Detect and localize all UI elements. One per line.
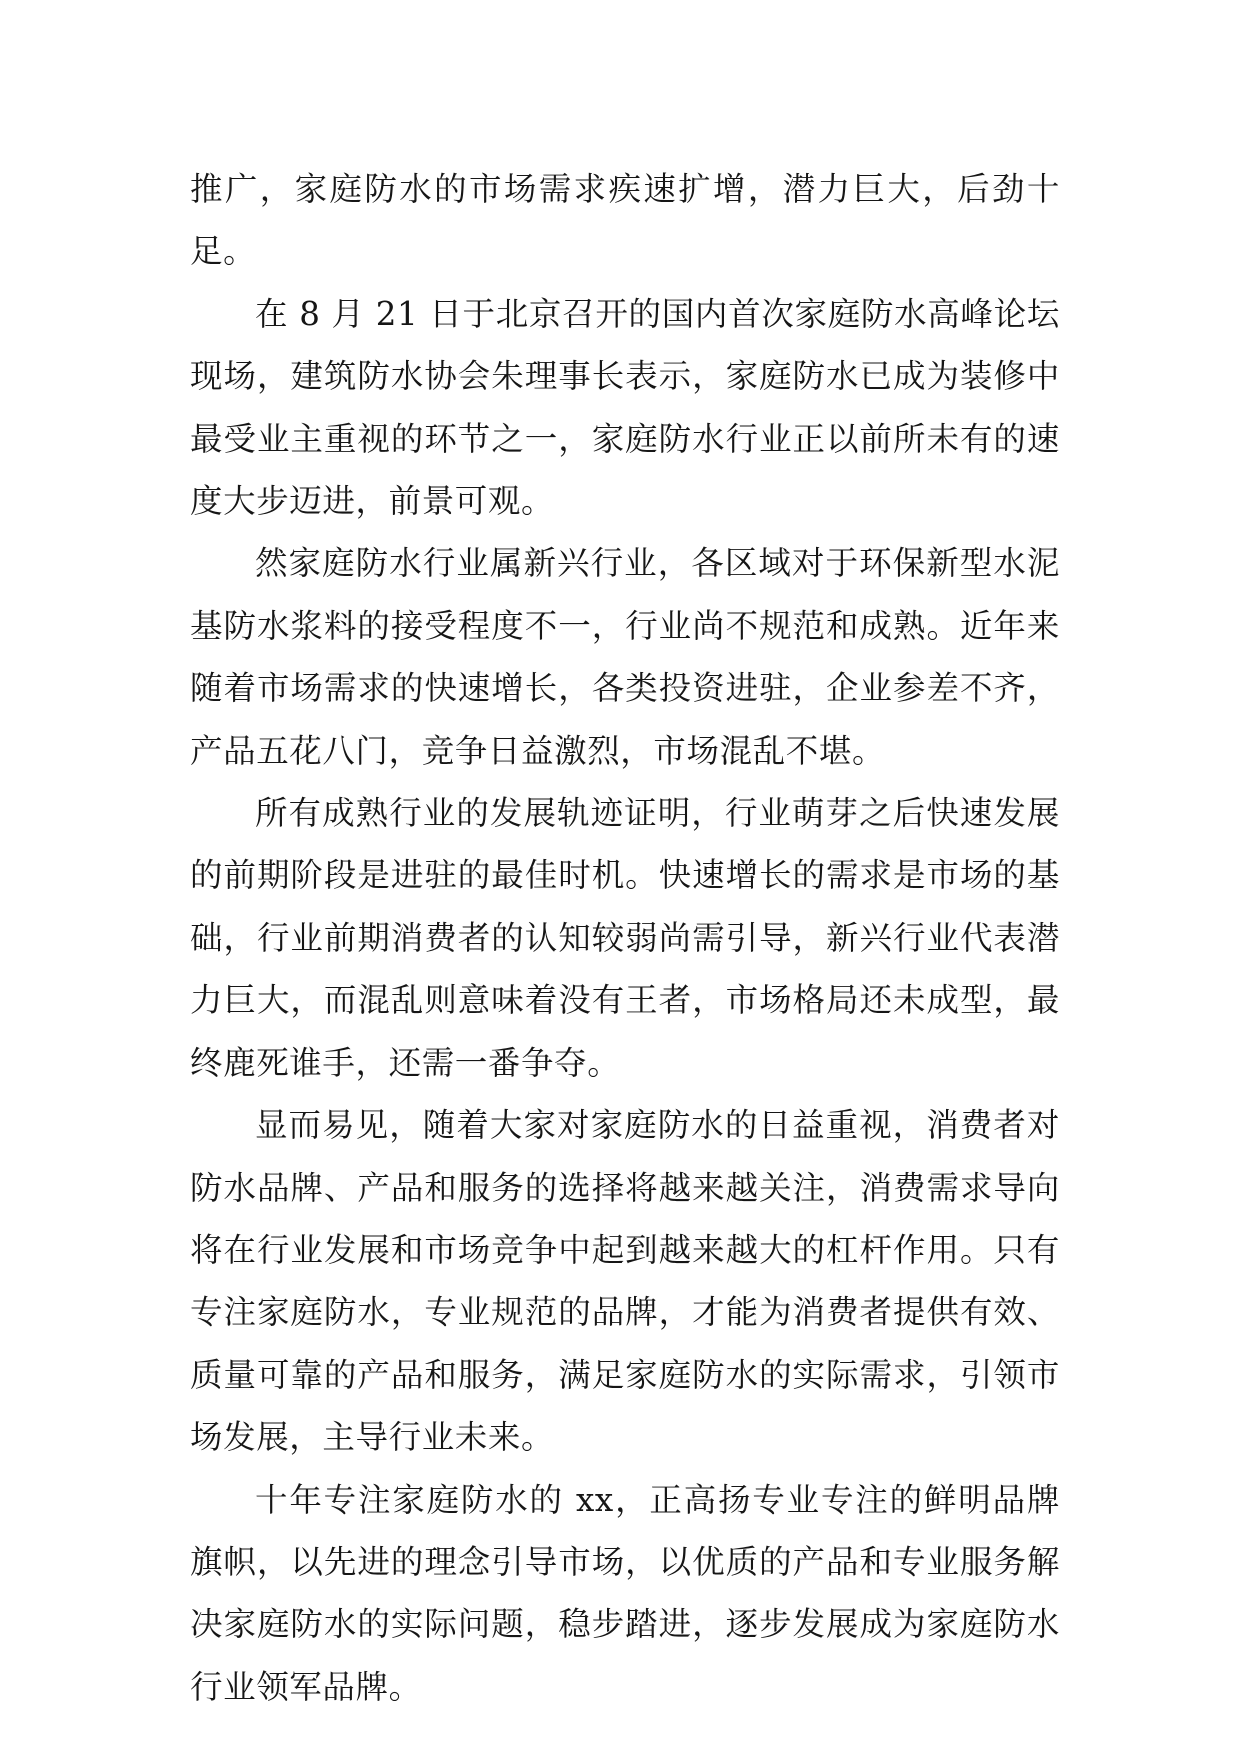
paragraph-consumer-demand: 显而易见，随着大家对家庭防水的日益重视，消费者对防水品牌、产品和服务的选择将越来越关注，消费需求导向将在行业发展和市场竞争中起到越来越大的杠杆作用。只有专注家庭防水，专业规范的品牌，才能为消费者提供有效、质量可靠的产品和服务，满足家庭防水的实际需求，引领市场发展，主导行业未来。: [190, 1106, 1060, 1457]
paragraph-emerging-industry: 然家庭防水行业属新兴行业，各区域对于环保新型水泥基防水浆料的接受程度不一，行业尚不规范和成熟。近年来随着市场需求的快速增长，各类投资进驻，企业参差不齐，产品五花八门，竞争日益激烈，市场混乱不堪。: [190, 544, 1060, 770]
paragraph-continuation: 推广，家庭防水的市场需求疾速扩增，潜力巨大，后劲十足。: [190, 170, 1060, 271]
body-text: [190, 158, 1060, 1718]
paragraph-development-trajectory: 所有成熟行业的发展轨迹证明，行业萌芽之后快速发展的前期阶段是进驻的最佳时机。快速增长的需求是市场的基础，行业前期消费者的认知较弱尚需引导，新兴行业代表潜力巨大，而混乱则意味着没有王者，市场格局还未成型，最终鹿死谁手，还需一番争夺。: [190, 794, 1060, 1082]
paragraph-brand: 十年专注家庭防水的 xx，正高扬专业专注的鲜明品牌旗帜，以先进的理念引导市场，以优质的产品和专业服务解决家庭防水的实际问题，稳步踏进，逐步发展成为家庭防水行业领军品牌。: [190, 1480, 1060, 1706]
paragraph-forum: 在 8 月 21 日于北京召开的国内首次家庭防水高峰论坛现场，建筑防水协会朱理事长表示，家庭防水已成为装修中最受业主重视的环节之一，家庭防水行业正以前所未有的速度大步迈进，前景可观。: [190, 294, 1060, 521]
